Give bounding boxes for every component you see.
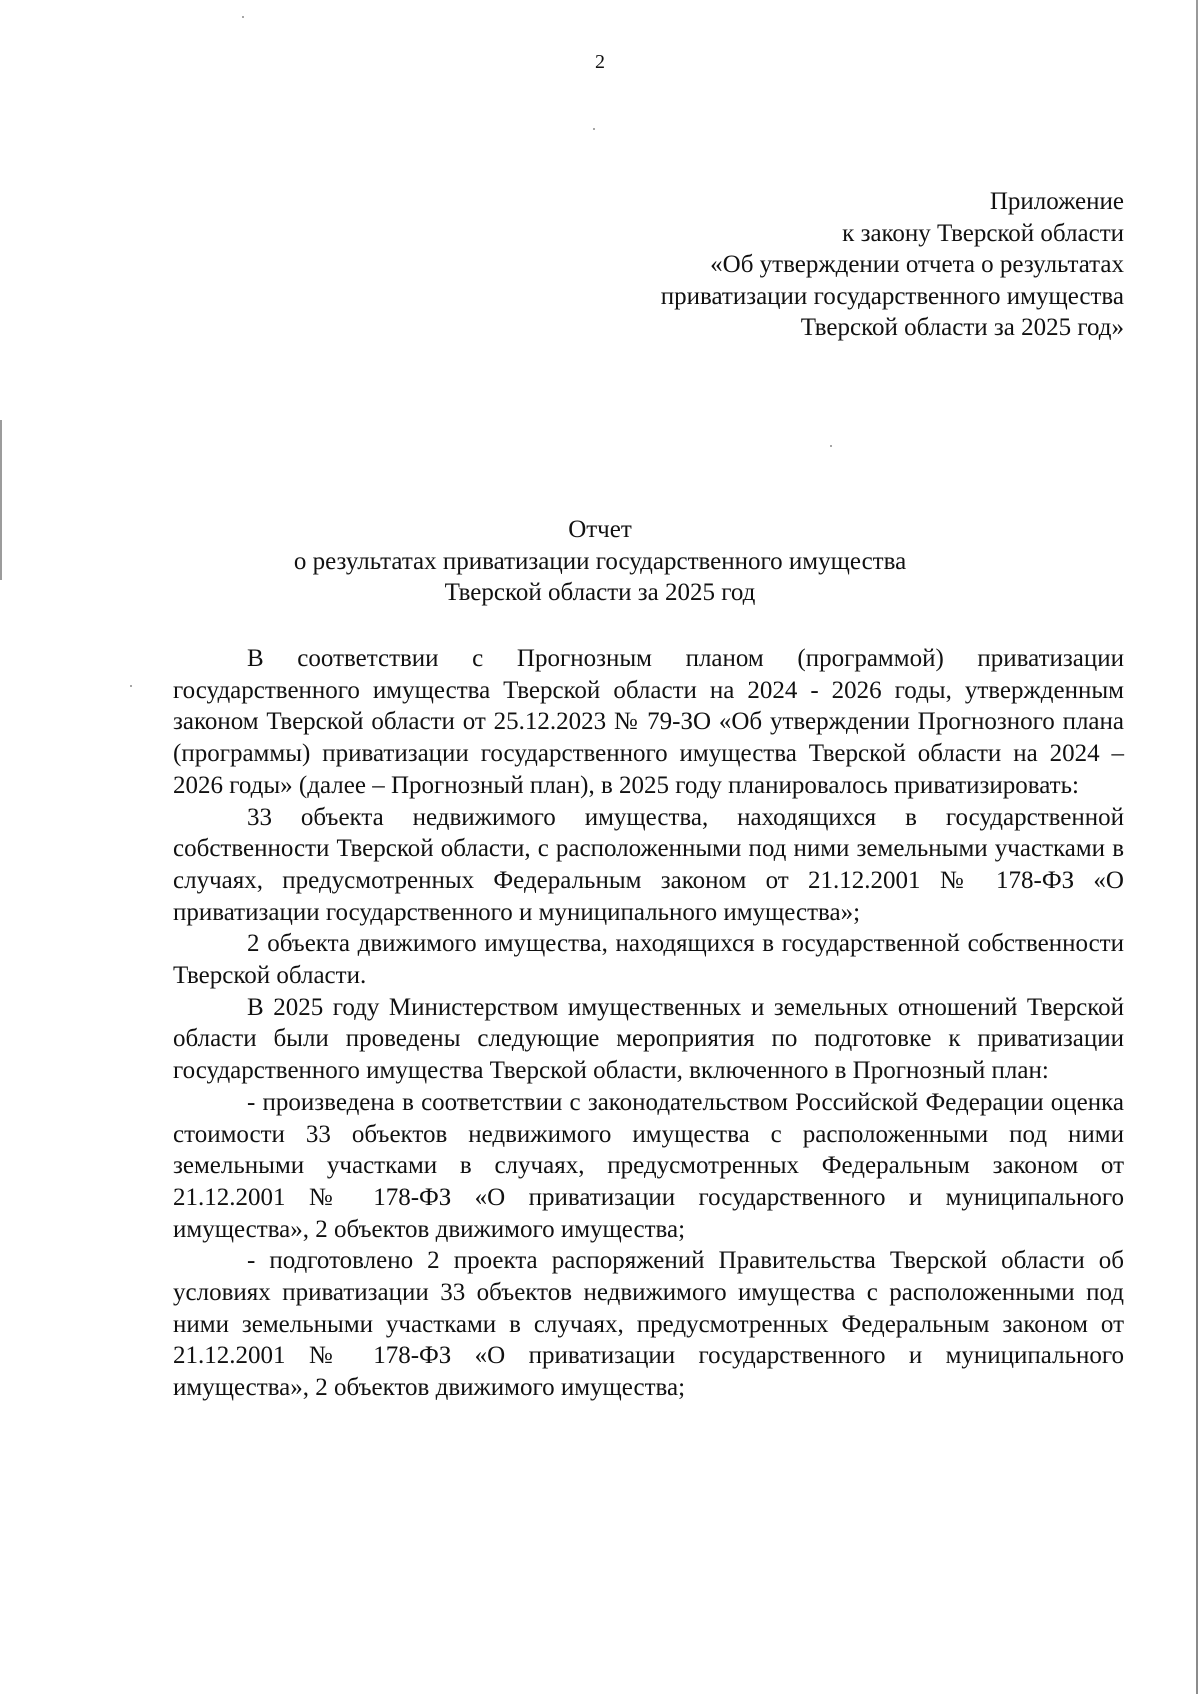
report-subtitle-line: о результатах приватизации государственного имущества <box>293 547 907 575</box>
scan-speck <box>593 128 595 130</box>
paragraph: - произведена в соответствии с законодательством Российской Федерации оценка стоимости 33 объектов недвижимого имущества с расположенными под ними земельными участками в случаях, предусмотренных Федеральным законом от 21.12.2001 № 178-ФЗ «О приватизации государственного и муниципального имущества», 2 объектов движимого имущества; <box>173 1088 1124 1243</box>
appendix-line: Тверской области за 2025 год» <box>800 314 1124 341</box>
paragraph: В 2025 году Министерством имущественных и земельных отношений Тверской области были проведены следующие мероприятия по подготовке к приватизации государственного имущества Тверской области, включенного в Прогнозный план: <box>173 993 1124 1085</box>
scan-speck <box>242 16 244 18</box>
appendix-line: приватизации государственного имущества <box>660 282 1124 310</box>
report-subtitle-line: Тверской области за 2025 год <box>444 579 756 606</box>
scan-edge-right <box>1196 0 1198 1694</box>
report-heading: Отчет <box>568 516 632 543</box>
paragraph: 2 объекта движимого имущества, находящихся в государственной собственности Тверской области. <box>173 930 1124 990</box>
report-title <box>0 514 1200 609</box>
scan-speck <box>830 445 832 447</box>
paragraph: 33 объекта недвижимого имущества, находящихся в государственной собственности Тверской области, с расположенными под ними земельными участками в случаях, предусмотренных Федеральным законом от 21.12.2001 № 178-ФЗ «О приватизации государственного и муниципального имущества»; <box>173 803 1124 926</box>
appendix-line: к закону Тверской области <box>842 219 1124 247</box>
paragraph: - подготовлено 2 проекта распоряжений Правительства Тверской области об условиях приватизации 33 объектов недвижимого имущества с расположенными под ними земельными участками в случаях, предусмотренных Федеральным законом от 21.12.2001 № 178-ФЗ «О приватизации государственного и муниципального имущества», 2 объектов движимого имущества; <box>173 1247 1124 1402</box>
paragraph: В соответствии с Прогнозным планом (программой) приватизации государственного имущества Тверской области на 2024 - 2026 годы, утвержденным законом Тверской области от 25.12.2023 № 79-ЗО «Об утверждении Прогнозного плана (программы) приватизации государственного имущества Тверской области на 2024 – 2026 годы» (далее – Прогнозный план), в 2025 году планировалось приватизировать: <box>173 645 1124 799</box>
report-body <box>173 643 1124 1404</box>
appendix-header <box>424 186 1124 344</box>
page-number: 2 <box>595 51 605 73</box>
appendix-line: Приложение <box>989 188 1124 215</box>
appendix-line: «Об утверждении отчета о результатах <box>710 251 1124 278</box>
scan-speck <box>130 685 132 687</box>
